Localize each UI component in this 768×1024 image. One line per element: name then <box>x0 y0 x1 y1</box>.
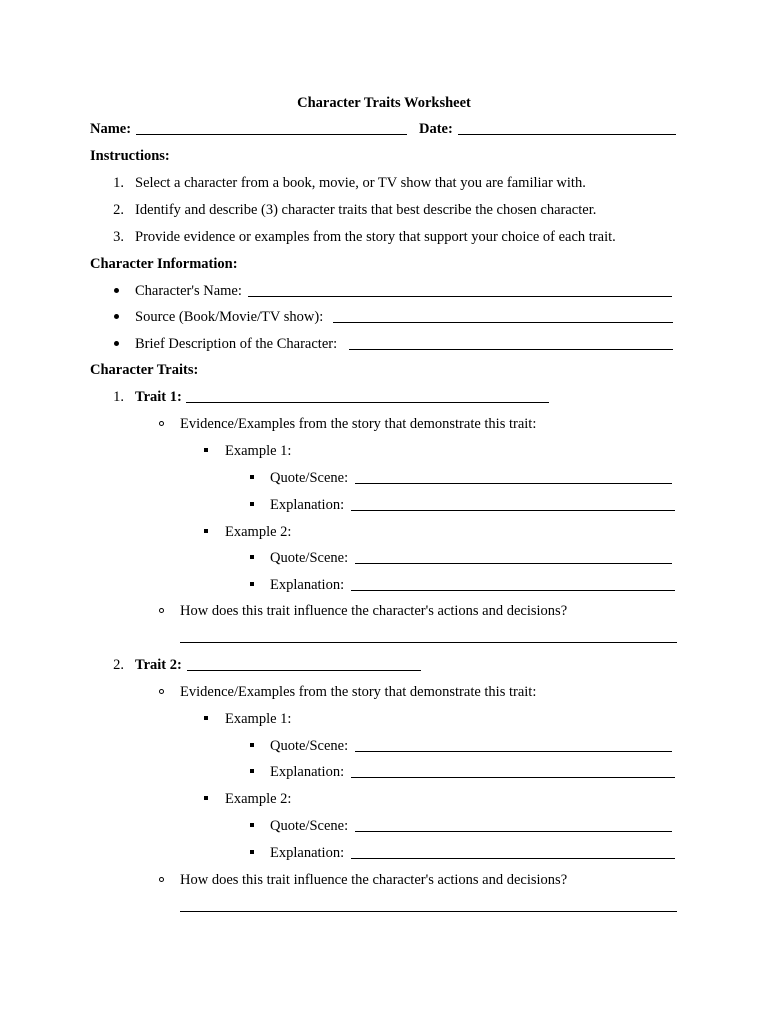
instruction-number: 3. <box>113 229 124 245</box>
explanation-field[interactable] <box>351 510 675 511</box>
quote-scene-label: Quote/Scene: <box>270 818 349 834</box>
trait-1-label: Trait 1: <box>135 389 182 405</box>
influence-question: How does this trait influence the character's actions and decisions? <box>180 603 568 619</box>
quote-scene-label: Quote/Scene: <box>270 470 349 486</box>
character-name-field[interactable] <box>248 296 672 297</box>
example-label: Example 2: <box>225 791 292 807</box>
square-bullet-icon <box>250 502 254 506</box>
circle-bullet-icon <box>159 608 164 613</box>
quote-scene-label: Quote/Scene: <box>270 550 349 566</box>
square-bullet-icon <box>204 448 208 452</box>
influence-answer-field[interactable] <box>180 642 677 643</box>
quote-scene-field[interactable] <box>355 751 672 752</box>
square-bullet-icon <box>250 850 254 854</box>
circle-bullet-icon <box>159 421 164 426</box>
page-title: Character Traits Worksheet <box>297 95 471 111</box>
evidence-label: Evidence/Examples from the story that demonstrate this trait: <box>180 416 537 432</box>
square-bullet-icon <box>204 529 208 533</box>
square-bullet-icon <box>250 555 254 559</box>
square-bullet-icon <box>250 582 254 586</box>
explanation-field[interactable] <box>351 777 675 778</box>
evidence-label: Evidence/Examples from the story that demonstrate this trait: <box>180 684 537 700</box>
explanation-label: Explanation: <box>270 577 345 593</box>
square-bullet-icon <box>250 475 254 479</box>
square-bullet-icon <box>204 796 208 800</box>
quote-scene-field[interactable] <box>355 483 672 484</box>
quote-scene-label: Quote/Scene: <box>270 738 349 754</box>
character-name-label: Character's Name: <box>135 283 242 299</box>
trait-2-field[interactable] <box>187 670 421 671</box>
bullet-icon <box>114 288 119 293</box>
name-field[interactable] <box>136 134 407 135</box>
instruction-number: 2. <box>113 202 124 218</box>
example-label: Example 1: <box>225 711 292 727</box>
trait-2-label: Trait 2: <box>135 657 182 673</box>
example-label: Example 1: <box>225 443 292 459</box>
explanation-field[interactable] <box>351 858 675 859</box>
name-label: Name: <box>90 121 132 137</box>
influence-question: How does this trait influence the character's actions and decisions? <box>180 872 568 888</box>
bullet-icon <box>114 314 119 319</box>
explanation-field[interactable] <box>351 590 675 591</box>
square-bullet-icon <box>204 716 208 720</box>
explanation-label: Explanation: <box>270 845 345 861</box>
example-label: Example 2: <box>225 524 292 540</box>
character-traits-heading: Character Traits: <box>90 362 199 378</box>
instruction-text: Provide evidence or examples from the story that support your choice of each trait. <box>135 229 616 245</box>
source-label: Source (Book/Movie/TV show): <box>135 309 324 325</box>
character-info-heading: Character Information: <box>90 256 238 272</box>
quote-scene-field[interactable] <box>355 563 672 564</box>
square-bullet-icon <box>250 743 254 747</box>
instruction-text: Select a character from a book, movie, or TV show that you are familiar with. <box>135 175 586 191</box>
trait-1-field[interactable] <box>186 402 549 403</box>
date-label: Date: <box>419 121 453 137</box>
date-field[interactable] <box>458 134 676 135</box>
bullet-icon <box>114 341 119 346</box>
influence-answer-field[interactable] <box>180 911 677 912</box>
explanation-label: Explanation: <box>270 764 345 780</box>
description-field[interactable] <box>349 349 673 350</box>
instruction-text: Identify and describe (3) character traits that best describe the chosen character. <box>135 202 597 218</box>
square-bullet-icon <box>250 769 254 773</box>
trait-number: 2. <box>113 657 124 673</box>
circle-bullet-icon <box>159 689 164 694</box>
source-field[interactable] <box>333 322 673 323</box>
trait-number: 1. <box>113 389 124 405</box>
square-bullet-icon <box>250 823 254 827</box>
instruction-number: 1. <box>113 175 124 191</box>
explanation-label: Explanation: <box>270 497 345 513</box>
instructions-heading: Instructions: <box>90 148 170 164</box>
description-label: Brief Description of the Character: <box>135 336 338 352</box>
quote-scene-field[interactable] <box>355 831 672 832</box>
circle-bullet-icon <box>159 877 164 882</box>
